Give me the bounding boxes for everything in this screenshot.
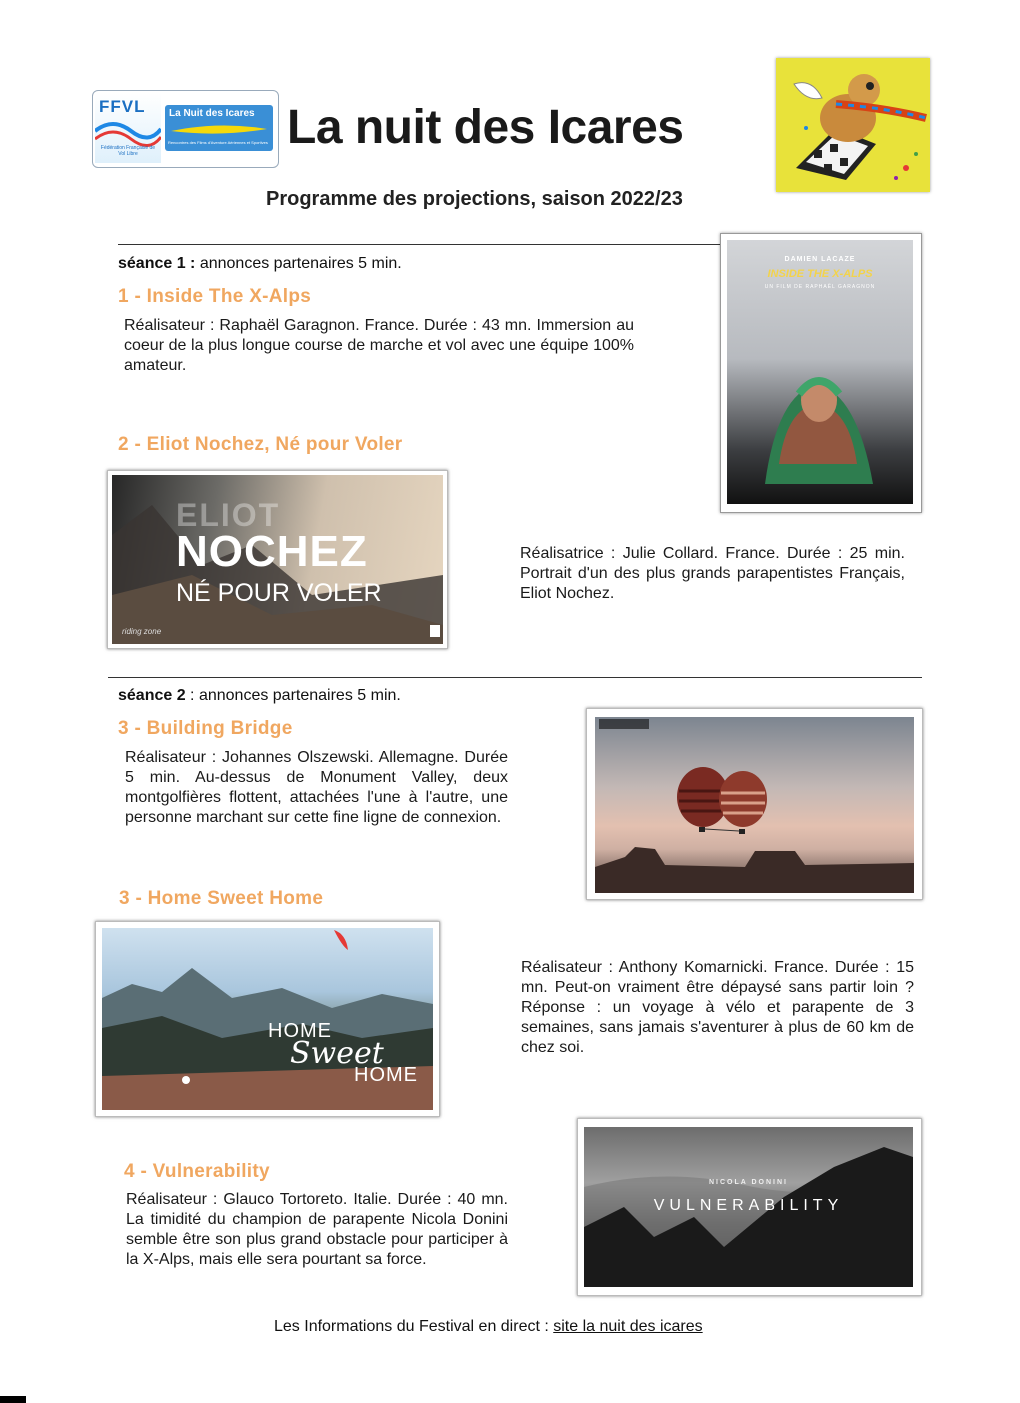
mascot-illustration <box>776 58 930 192</box>
film-4-description: Réalisateur : Anthony Komarnicki. France. Durée : 15 mn. Peut-on vraiment être dépaysé sans partir loin ? Réponse : un voyage à vélo et parapente de 3 semaines, sans jamais s'aventurer à plus de 60 km de chez soi. <box>521 959 914 1056</box>
film-5-image <box>577 1118 922 1296</box>
ffvl-wordmark: FFVL <box>99 97 146 116</box>
scan-mark <box>0 1396 26 1403</box>
ffvl-caption: Fédération Française de Vol Libre <box>100 145 156 157</box>
poster-2-nochez: NOCHEZ <box>176 527 368 576</box>
event-logo-caption: Rencontres des Films d'Aventure Aériennes et Sportives <box>168 140 268 145</box>
seance-2-heading <box>118 687 401 705</box>
film-1-title: 1 - Inside The X-Alps <box>118 286 312 307</box>
film-2-title: 2 - Eliot Nochez, Né pour Voler <box>118 434 403 455</box>
film-2-description: Réalisatrice : Julie Collard. France. Durée : 25 min. Portrait d'un des plus grands parapentistes Français, Eliot Nochez. <box>520 545 905 602</box>
film-3-title: 3 - Building Bridge <box>118 718 293 739</box>
poster-4-home-bottom: HOME <box>354 1064 418 1086</box>
footer-text: Les Informations du Festival en direct : <box>274 1318 554 1335</box>
film-5-title: 4 - Vulnerability <box>124 1161 270 1182</box>
footer <box>274 1318 703 1336</box>
separator-line <box>118 244 722 245</box>
ffvl-logo <box>92 90 279 168</box>
poster-1-credit: UN FILM DE RAPHAËL GARAGNON <box>764 284 876 290</box>
poster-4-home-top: HOME <box>268 1020 332 1042</box>
film-3-image <box>586 708 923 900</box>
seance-1-note: annonces partenaires 5 min. <box>195 255 402 272</box>
film-5-description: Réalisateur : Glauco Tortoreto. Italie. Durée : 40 mn. La timidité du champion de parapente Nicola Donini semble être son plus grand obstacle pour participer à la X-Alps, mais elle sera pourtant sa force. <box>126 1191 508 1268</box>
balloons-icon <box>595 717 914 893</box>
poster-2-eliot: ELIOT <box>176 497 281 533</box>
poster-4-sweet: Sweet <box>290 1036 384 1071</box>
film-1-description: Réalisateur : Raphaël Garagnon. France. Durée : 43 mn. Immersion au coeur de la plus longue course de marche et vol avec une équipe 100% amateur. <box>124 317 634 374</box>
festival-site-link[interactable]: site la nuit des icares <box>553 1318 703 1335</box>
film-4-image <box>95 921 440 1117</box>
seance-2-label: séance 2 <box>118 687 186 704</box>
seance-1-label: séance 1 : <box>118 255 196 272</box>
separator-line <box>108 677 922 678</box>
event-logo-text: La Nuit des Icares <box>169 108 255 119</box>
poster-2-tagline: NÉ POUR VOLER <box>176 579 382 607</box>
hiker-icon <box>727 364 913 504</box>
poster-1-actor: DAMIEN LACAZE <box>784 256 856 263</box>
poster-1-title: INSIDE THE X-ALPS <box>767 268 873 280</box>
poster-5-title: VULNERABILITY <box>653 1197 844 1214</box>
seance-1-heading <box>118 255 402 273</box>
wing-icon <box>169 123 269 137</box>
poster-5-name: NICOLA DONINI <box>708 1179 789 1186</box>
seance-2-note: : annonces partenaires 5 min. <box>185 687 401 704</box>
film-4-title: 3 - Home Sweet Home <box>119 888 324 909</box>
page-title: La nuit des Icares <box>287 101 684 154</box>
page-subtitle: Programme des projections, saison 2022/23 <box>266 188 683 210</box>
film-3-description: Réalisateur : Johannes Olszewski. Allemagne. Durée 5 min. Au-dessus de Monument Valley, deux montgolfières flottent, attachées l'une à l'autre, une personne marchant sur cette fine ligne de connexion. <box>125 749 508 826</box>
film-1-poster <box>720 233 922 513</box>
rating-badge <box>430 625 440 637</box>
flying-cat-icon <box>776 58 930 192</box>
poster-2-brand: riding zone <box>122 627 162 636</box>
film-2-image <box>107 470 448 649</box>
